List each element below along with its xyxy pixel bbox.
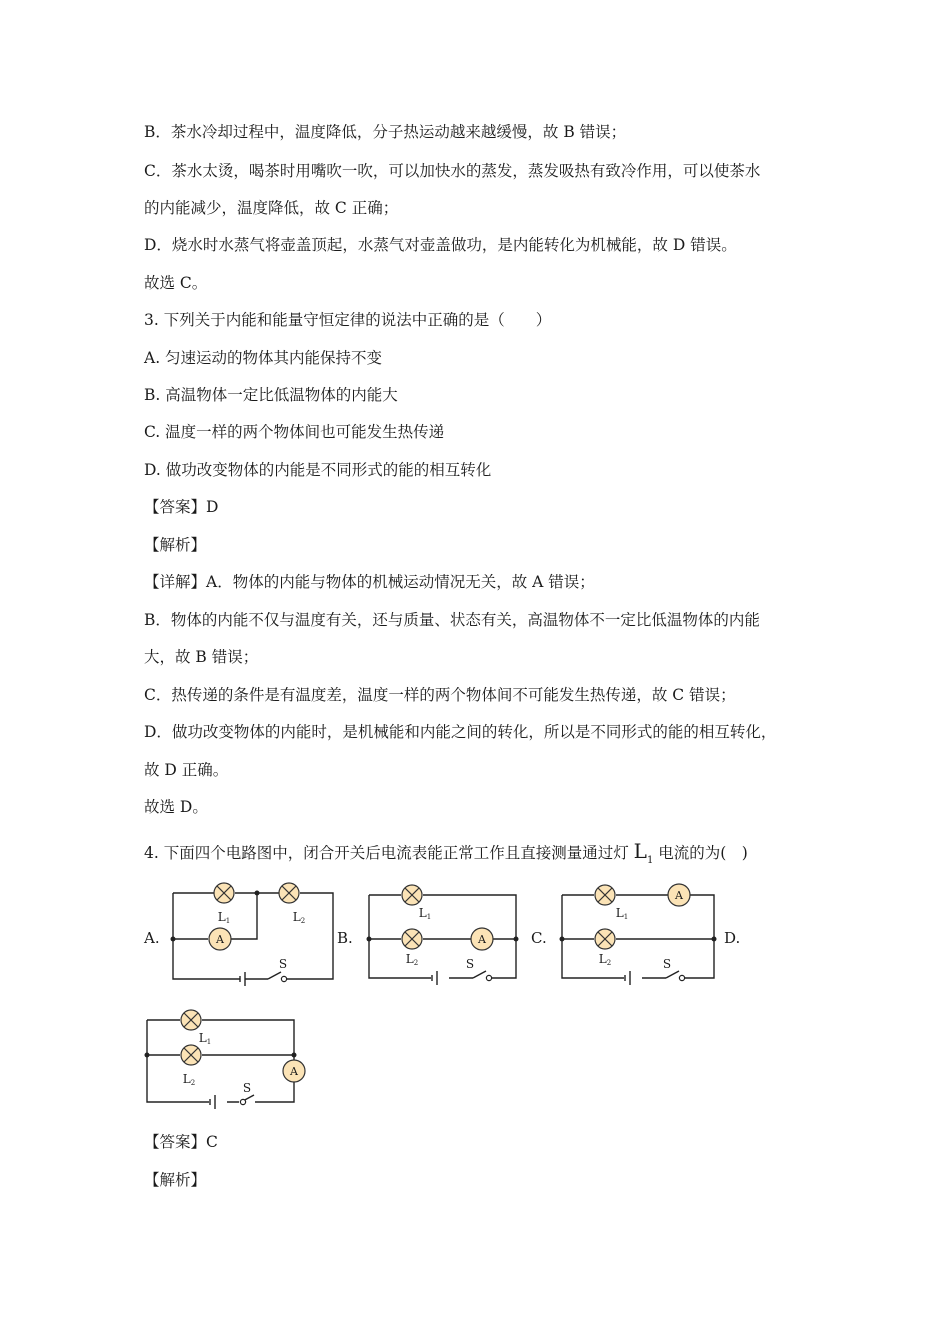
circuit-a bbox=[166, 876, 336, 990]
svg-text:L2: L2 bbox=[182, 1072, 196, 1087]
text-line: B．物体的内能不仅与温度有关，还与质量、状态有关，高温物体不一定比低温物体的内能 bbox=[144, 611, 760, 629]
text-line: 故 D 正确。 bbox=[144, 761, 229, 779]
svg-text:L1: L1 bbox=[217, 910, 231, 925]
svg-text:S: S bbox=[278, 957, 288, 971]
question-4-prefix: 4. 下面四个电路图中，闭合开关后电流表能正常工作且直接测量通过灯 bbox=[144, 844, 634, 862]
option-c-label: C. bbox=[531, 929, 547, 947]
choice-c: C. 温度一样的两个物体间也可能发生热传递 bbox=[144, 423, 445, 441]
circuit-c bbox=[556, 884, 716, 986]
analysis-label: 【解析】 bbox=[144, 536, 207, 554]
text-line: B．茶水冷却过程中，温度降低，分子热运动越来越缓慢，故 B 错误； bbox=[144, 123, 627, 141]
question-3: 3. 下列关于内能和能量守恒定律的说法中正确的是（ ） bbox=[144, 311, 552, 329]
text-line: 【详解】A．物体的内能与物体的机械运动情况无关，故 A 错误； bbox=[144, 573, 595, 591]
text-line: D．做功改变物体的内能时，是机械能和内能之间的转化，所以是不同形式的能的相互转化， bbox=[144, 723, 777, 741]
svg-text:S: S bbox=[662, 957, 672, 971]
choice-a: A. 匀速运动的物体其内能保持不变 bbox=[144, 349, 383, 367]
text-line: D．烧水时水蒸气将壶盖顶起，水蒸气对壶盖做功，是内能转化为机械能，故 D 错误。 bbox=[144, 236, 737, 254]
svg-text:L2: L2 bbox=[405, 952, 419, 967]
analysis-label: 【解析】 bbox=[144, 1171, 207, 1189]
option-d-label: D. bbox=[724, 929, 741, 947]
svg-text:S: S bbox=[465, 957, 475, 971]
option-a-label: A. bbox=[144, 929, 160, 947]
svg-text:A: A bbox=[290, 1065, 298, 1078]
svg-text:L1: L1 bbox=[615, 906, 629, 921]
circuit-d bbox=[143, 1010, 303, 1114]
svg-text:L2: L2 bbox=[292, 910, 306, 925]
svg-text:L2: L2 bbox=[598, 952, 612, 967]
svg-text:A: A bbox=[216, 933, 224, 946]
text-line: 的内能减少，温度降低，故 C 正确； bbox=[144, 199, 399, 217]
svg-text:S: S bbox=[242, 1081, 252, 1095]
text-line: 故选 D。 bbox=[144, 798, 208, 816]
question-4 bbox=[144, 841, 748, 871]
text-line: C．茶水太烫，喝茶时用嘴吹一吹，可以加快水的蒸发，蒸发吸热有致冷作用，可以使茶水 bbox=[144, 162, 761, 180]
choice-d: D. 做功改变物体的内能是不同形式的能的相互转化 bbox=[144, 461, 492, 479]
text-line: C．热传递的条件是有温度差，温度一样的两个物体间不可能发生热传递，故 C 错误； bbox=[144, 686, 736, 704]
circuit-b bbox=[363, 884, 523, 986]
svg-text:L1: L1 bbox=[418, 906, 432, 921]
svg-text:A: A bbox=[478, 933, 486, 946]
choice-b: B. 高温物体一定比低温物体的内能大 bbox=[144, 386, 398, 404]
option-b-label: B. bbox=[337, 929, 353, 947]
svg-text:A: A bbox=[675, 889, 683, 902]
question-4-suffix: 电流的为( ) bbox=[653, 844, 748, 862]
answer-label: 【答案】D bbox=[144, 498, 219, 516]
text-line: 故选 C。 bbox=[144, 274, 208, 292]
lamp-symbol: $L_1$ bbox=[633, 839, 654, 866]
svg-text:L1: L1 bbox=[198, 1031, 212, 1046]
text-line: 大，故 B 错误； bbox=[144, 648, 259, 666]
answer-label: 【答案】C bbox=[144, 1133, 218, 1151]
